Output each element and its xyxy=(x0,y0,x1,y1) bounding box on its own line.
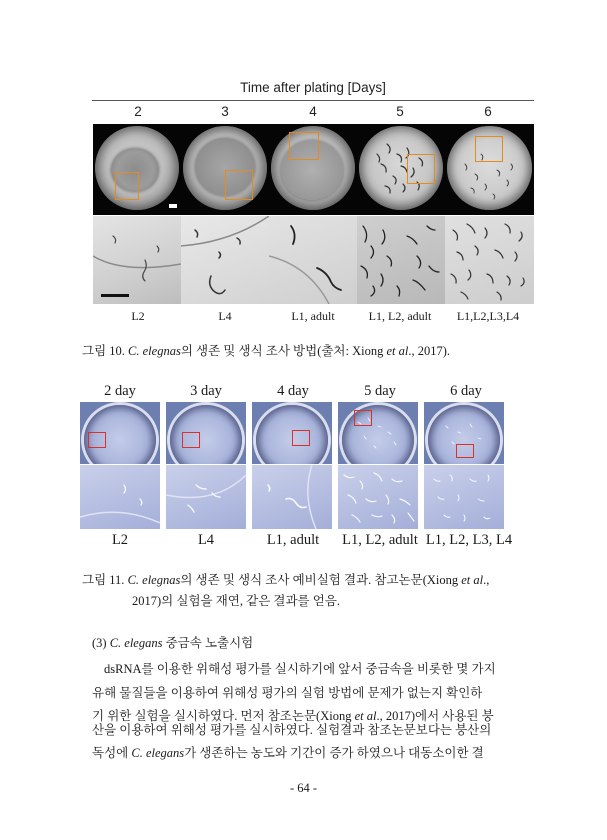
fig11-stage-day2: L2 xyxy=(111,532,129,548)
figure-11-caption: 그림 11. C. elegnas의 생존 및 생식 조사 예비실험 결과. 참고논문(Xiong et al., 2017)의 실험을 재연, 같은 결과를 얻음. xyxy=(82,570,542,612)
fig11-dish-day2 xyxy=(80,402,160,464)
fig10-day-4: 4 xyxy=(309,104,317,119)
fig10-dish-day3 xyxy=(181,124,269,215)
fig10-stage-day3: L4 xyxy=(218,309,232,323)
section-heading: (3) C. elegans 중금속 노출시험 xyxy=(92,636,254,650)
fig10-dish-day6 xyxy=(445,124,534,215)
figure-11-caption-line2: 2017)의 실험을 재연, 같은 결과를 얻음. xyxy=(132,594,341,608)
zoom-region-box xyxy=(88,432,106,448)
fig10-zoom-day5 xyxy=(357,216,445,304)
fig10-day-6: 6 xyxy=(484,104,492,119)
fig11-day-6: 6 day xyxy=(450,383,482,399)
paragraph-line-3: 기 위한 실험을 실시하였다. 먼저 참조논문(Xiong et al., 2017)에서 사용된 붕 xyxy=(92,709,494,723)
fig11-zoom-day5 xyxy=(338,465,418,529)
fig10-zoom-day4 xyxy=(269,216,357,304)
zoom-region-box xyxy=(292,430,310,446)
fig11-dish-day3 xyxy=(166,402,246,464)
fig11-stage-day4: L1, adult xyxy=(266,532,320,548)
zoom-region-box xyxy=(475,136,503,162)
scale-bar xyxy=(169,204,177,208)
fig11-day-3: 3 day xyxy=(190,383,222,399)
fig10-dish-day2 xyxy=(93,124,181,215)
fig11-dish-day5 xyxy=(338,402,418,464)
fig10-day-5: 5 xyxy=(396,104,404,119)
fig11-zoom-day4 xyxy=(252,465,332,529)
fig11-dish-day4 xyxy=(252,402,332,464)
fig10-stage-day2: L2 xyxy=(131,309,145,323)
paragraph-line-1: dsRNA를 이용한 위해성 평가를 실시하기에 앞서 중금속을 비롯한 몇 가지 xyxy=(104,662,496,676)
zoom-region-box xyxy=(456,444,474,458)
fig11-day-2: 2 day xyxy=(104,383,136,399)
fig11-zoom-day6 xyxy=(424,465,504,529)
fig11-zoom-day3 xyxy=(166,465,246,529)
fig10-day-2: 2 xyxy=(134,104,142,119)
paragraph-line-5: 독성에 C. elegans가 생존하는 농도와 기간이 증가 하였으나 대동소이한 결 xyxy=(92,746,484,760)
zoom-region-box xyxy=(407,154,435,184)
page-number: - 64 - xyxy=(289,781,318,795)
fig10-zoom-day6 xyxy=(445,216,534,304)
zoom-region-box xyxy=(354,410,372,426)
fig10-header-rule xyxy=(92,100,534,101)
fig10-stage-day5: L1, L2, adult xyxy=(368,309,432,323)
paragraph-line-2: 유해 물질들을 이용하여 위해성 평가의 실험 방법에 문제가 없는지 확인하 xyxy=(92,686,483,700)
fig11-day-5: 5 day xyxy=(364,383,396,399)
fig10-day-3: 3 xyxy=(221,104,229,119)
fig10-zoom-day2 xyxy=(93,216,181,304)
fig11-dish-day6 xyxy=(424,402,504,464)
paragraph-line-4: 산을 이용하여 위해성 평가를 실시하였다. 실험결과 참조논문보다는 붕산의 xyxy=(92,723,492,737)
fig10-zoom-day3 xyxy=(181,216,269,304)
zoom-region-box xyxy=(289,132,319,160)
zoom-region-box xyxy=(115,172,139,200)
fig11-stage-day3: L4 xyxy=(197,532,215,548)
fig10-header: Time after plating [Days] xyxy=(240,80,386,95)
fig10-dish-day4 xyxy=(269,124,357,215)
scale-bar xyxy=(101,294,129,297)
fig11-stage-day5: L1, L2, adult xyxy=(342,532,418,548)
fig11-zoom-day2 xyxy=(80,465,160,529)
fig11-stage-day6: L1, L2, L3, L4 xyxy=(425,532,513,548)
zoom-region-box xyxy=(182,432,200,448)
fig10-stage-day4: L1, adult xyxy=(291,309,335,323)
zoom-region-box xyxy=(225,170,253,200)
fig11-day-4: 4 day xyxy=(277,383,309,399)
figure-10-caption: 그림 10. C. elegnas의 생존 및 생식 조사 방법(출처: Xiong et al., 2017). xyxy=(82,344,451,358)
fig10-stage-day6: L1,L2,L3,L4 xyxy=(456,309,520,323)
fig10-dish-day5 xyxy=(357,124,445,215)
